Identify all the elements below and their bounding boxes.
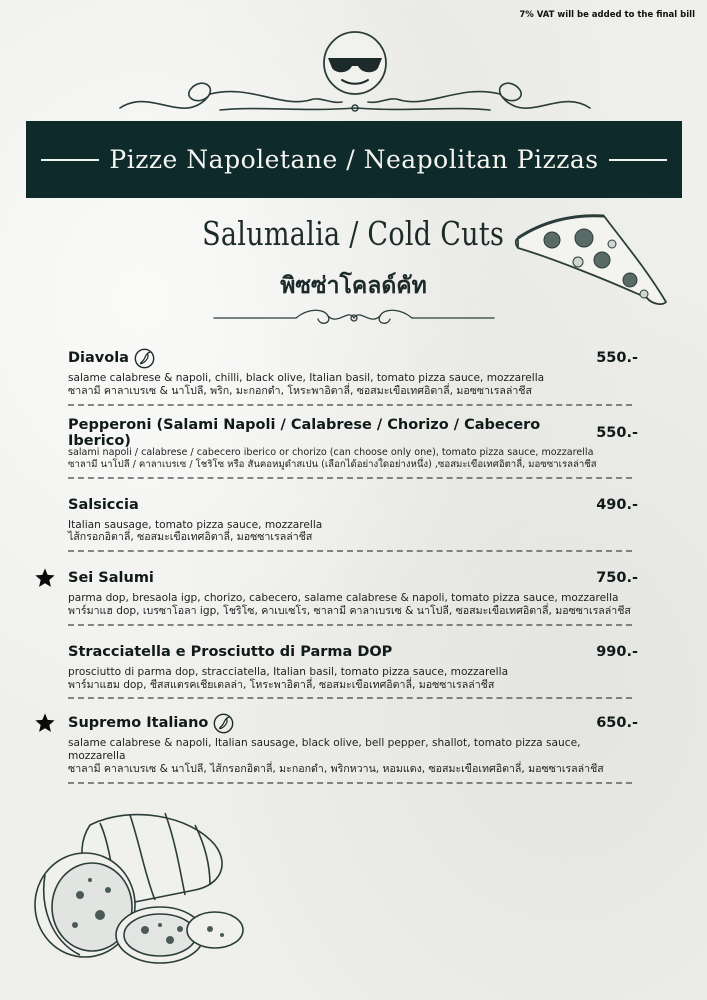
banner-rule-left — [41, 159, 99, 161]
menu-item — [38, 491, 638, 553]
section-title-thai: พิซซ่าโคลด์คัท — [280, 273, 427, 299]
menu-item-price: 550.- — [596, 350, 638, 366]
dashed-divider — [68, 477, 632, 479]
menu-item-price: 990.- — [596, 643, 638, 660]
menu-item-header — [68, 416, 638, 449]
menu-item-name — [68, 417, 596, 449]
dashed-divider — [68, 624, 632, 626]
menu-item-description-th: ซาลามี คาลาเบรเซ & นาโปลี, พริก, มะกอกดำ, โหระพาอิตาลี่, ซอสมะเขือเทศอิตาลี่, มอซซาเรลล่าชีส — [68, 384, 532, 397]
menu-item-name-text: Diavola — [68, 350, 129, 366]
menu-item-description-en: salame calabrese & napoli, Italian sausage, black olive, bell pepper, shallot, tomato pizza sauce, mozzarella — [68, 737, 581, 763]
menu-item — [38, 416, 638, 479]
section-banner — [26, 121, 682, 198]
salami-icon — [20, 805, 250, 970]
star-icon — [34, 567, 56, 589]
menu-item — [38, 638, 638, 700]
dashed-divider — [68, 550, 632, 552]
menu-item — [38, 564, 638, 626]
menu-item-description-th: พาร์มาแฮ dop, เบรซาโอลา igp, โชริโซ, คาเบเซโร, ซาลามี คาลาเบรเซ & นาโปลี, ซอสมะเขือเทศอิตาลี่, มอซซาเรลล่าชีส — [68, 604, 631, 617]
sunglasses-face-icon — [110, 28, 600, 120]
menu-item-price: 490.- — [596, 496, 638, 513]
menu-item-header — [68, 491, 638, 519]
menu-item-description-th: ซาลามี นาโปลี / คาลาเบรเซ / โชริโซ หรือ สันคอหมูดำสเปน (เลือกได้อย่างใดอย่างหนึ่ง) ,ซอสมะเขือเทศอิตาลี่, มอซซาเรลล่าชีส — [68, 458, 597, 470]
chili-icon — [213, 713, 234, 734]
menu-item-description-th: ไส้กรอกอิตาลี่, ซอสมะเขือเทศอิตาลี่, มอซซาเรลล่าชีส — [68, 531, 313, 544]
menu-item-name-text: Sei Salumi — [68, 570, 154, 587]
menu-item-name — [68, 570, 154, 586]
menu-item-header — [68, 638, 638, 666]
menu-item-name — [68, 497, 139, 513]
star-icon — [34, 712, 56, 734]
menu-item — [38, 709, 638, 783]
menu-item-name — [68, 348, 155, 369]
menu-item-description-th: พาร์มาแฮม dop, ชีสสแตรคเชียเตลล่า, โหระพาอิตาลี่, ซอสมะเขือเทศอิตาลี่, มอซซาเรลล่าชีส — [68, 678, 495, 691]
menu-item — [38, 344, 638, 406]
vat-note: 7% VAT will be added to the final bill — [519, 10, 695, 20]
menu-item-description-en: Italian sausage, tomato pizza sauce, mozzarella — [68, 518, 323, 531]
menu-item-description-th: ซาลามี คาลาเบรเซ & นาโปลี, ไส้กรอกอิตาลี่, มะกอกดำ, พริกหวาน, หอมแดง, ซอสมะเขือเทศอิตาลี่, มอซซาเรลล่าชีส — [68, 762, 604, 775]
menu-item-name — [68, 713, 234, 734]
menu-item-description-en: salame calabrese & napoli, chilli, black olive, Italian basil, tomato pizza sauce, mozzarella — [68, 372, 545, 384]
menu-item-header — [68, 564, 638, 592]
menu-item-name-text: Pepperoni (Salami Napoli / Calabrese / Chorizo / Cabecero Iberico) — [68, 416, 541, 449]
menu-item-name — [68, 644, 392, 660]
dashed-divider — [68, 404, 632, 406]
banner-title: Pizze Napoletane / Neapolitan Pizzas — [109, 145, 599, 174]
menu-list — [38, 344, 638, 784]
menu-item-header — [68, 709, 638, 737]
menu-item-header — [68, 344, 638, 372]
title-flourish — [212, 304, 496, 332]
menu-item-name-text: Salsiccia — [68, 496, 139, 513]
menu-item-price: 650.- — [596, 715, 638, 732]
banner-rule-right — [609, 159, 667, 161]
menu-item-price: 550.- — [596, 424, 638, 441]
section-title: Salumalia / Cold Cuts — [202, 214, 505, 253]
dashed-divider — [68, 697, 632, 699]
menu-item-description-en: salami napoli / calabrese / cabecero iberico or chorizo (can choose only one), tomato pizza sauce, mozzarella — [68, 446, 594, 458]
menu-item-name-text: Supremo Italiano — [68, 715, 209, 732]
dashed-divider — [68, 782, 632, 784]
menu-item-description-en: prosciutto di parma dop, stracciatella, Italian basil, tomato pizza sauce, mozzarella — [68, 665, 509, 678]
pizza-slice-icon — [512, 210, 674, 310]
menu-item-name-text: Stracciatella e Prosciutto di Parma DOP — [68, 643, 393, 660]
chili-icon — [134, 348, 155, 369]
menu-item-description-en: parma dop, bresaola igp, chorizo, cabecero, salame calabrese & napoli, tomato pizza sauce, mozzarella — [68, 592, 619, 605]
menu-item-price: 750.- — [596, 570, 638, 587]
